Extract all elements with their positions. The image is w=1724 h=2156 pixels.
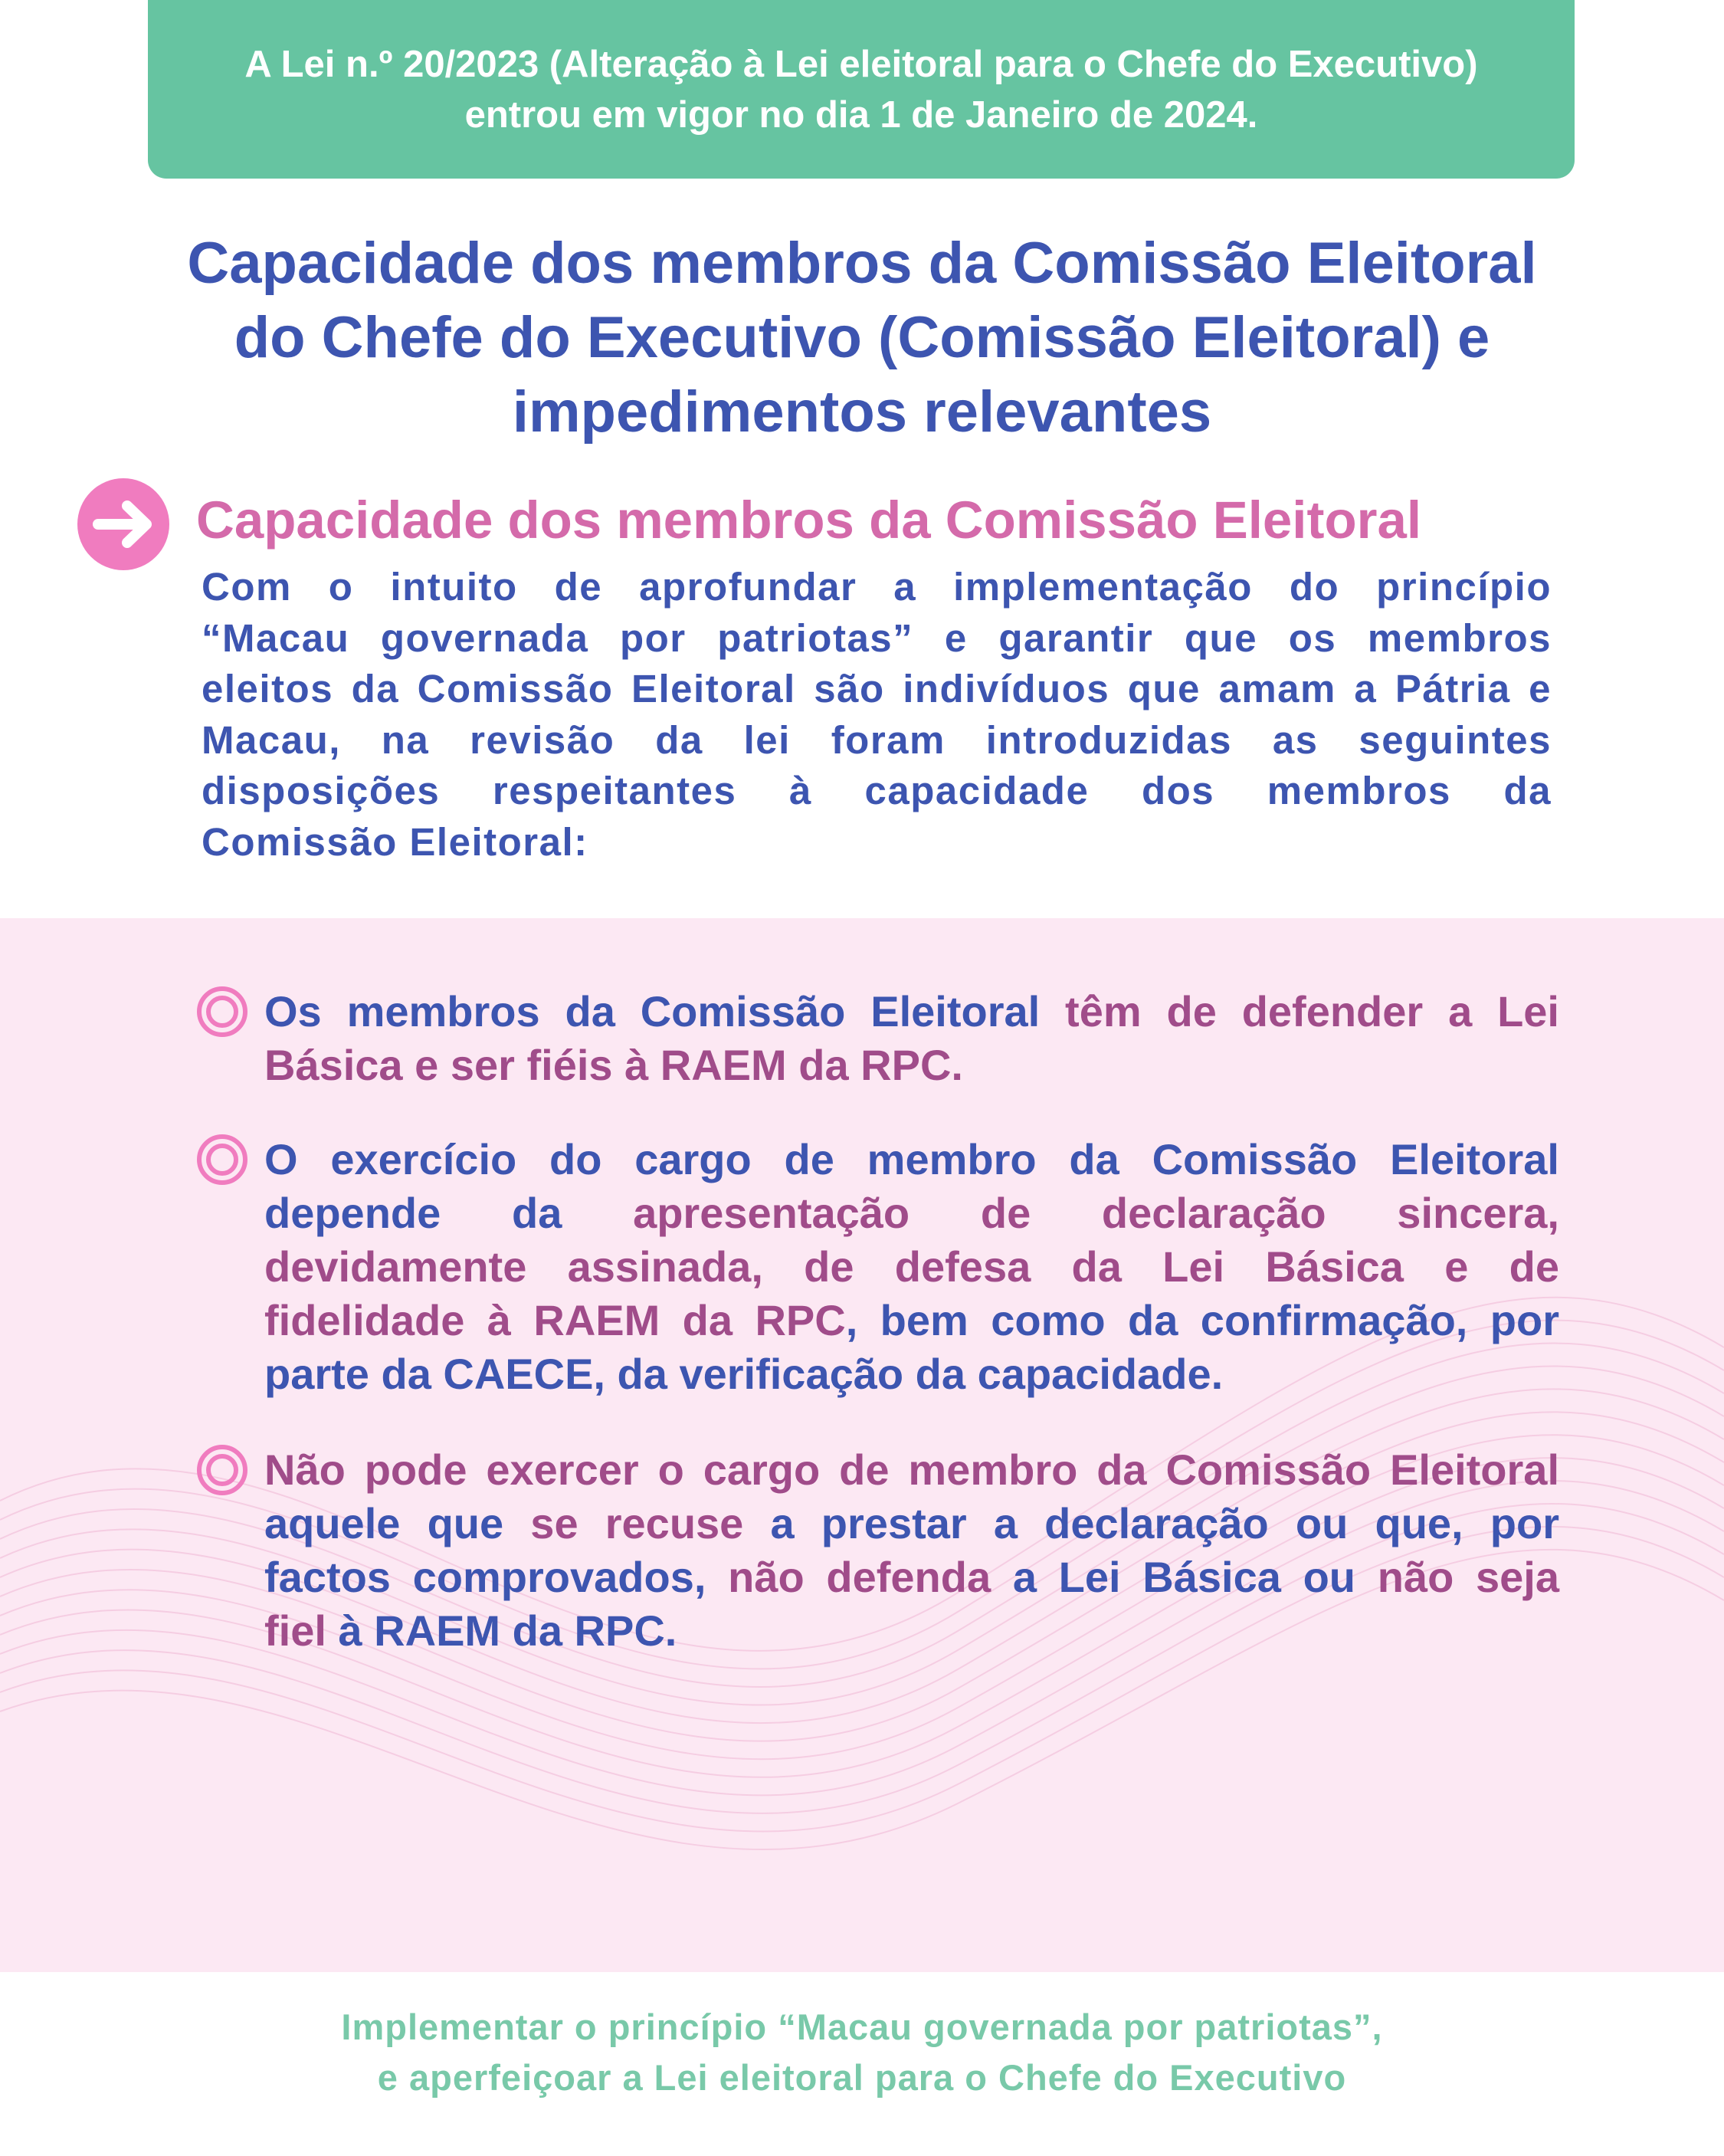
- provision-highlight: Não pode exercer o cargo de membro da Comissão Eleitoral: [264, 1446, 1559, 1494]
- double-circle-bullet-icon: [195, 1443, 249, 1497]
- provision-text-segment: aquele que: [264, 1499, 531, 1547]
- double-circle-bullet-icon: [195, 985, 249, 1039]
- provision-text-segment: factos comprovados,: [264, 1553, 729, 1601]
- provision-text-segment: Os membros da Comissão Eleitoral: [264, 987, 1066, 1035]
- provision-text: [264, 985, 1559, 1092]
- title-line-2: do Chefe do Executivo (Comissão Eleitoral) e: [234, 305, 1490, 370]
- banner-line-2: entrou em vigor no dia 1 de Janeiro de 2024.: [464, 94, 1258, 136]
- provisions-panel: [0, 918, 1724, 1972]
- intro-line: eleitos da Comissão Eleitoral são indivíduos que amam a Pátria e: [202, 667, 1552, 710]
- section-heading: Capacidade dos membros da Comissão Eleitoral: [196, 491, 1421, 550]
- double-circle-bullet-icon: [195, 1133, 249, 1186]
- provision-highlight: não defenda: [728, 1553, 991, 1601]
- law-notice-banner: [148, 0, 1575, 179]
- provision-text-segment: , bem como da confirmação, por: [845, 1296, 1559, 1344]
- section-header: [77, 477, 1647, 569]
- provision-text-segment: à RAEM da RPC.: [326, 1606, 677, 1655]
- footer-line-2: e aperfeiçoar a Lei eleitoral para o Chefe do Executivo: [377, 2057, 1347, 2098]
- arrow-right-circle-icon: [77, 477, 170, 571]
- provision-text: [264, 1133, 1559, 1401]
- provision-highlight: se recuse: [530, 1499, 744, 1547]
- provision-highlight: fidelidade à RAEM da RPC: [264, 1296, 846, 1344]
- title-line-1: Capacidade dos membros da Comissão Eleitoral: [187, 231, 1537, 296]
- provision-text-segment: depende da: [264, 1189, 634, 1237]
- provision-highlight: fiel: [264, 1606, 326, 1655]
- intro-line: “Macau governada por patriotas” e garantir que os membros: [202, 615, 1552, 660]
- intro-paragraph: [202, 562, 1552, 868]
- provision-highlight: têm de defender a Lei: [1065, 987, 1559, 1035]
- provision-highlight: devidamente assinada, de defesa da Lei Básica e de: [264, 1242, 1559, 1291]
- page-title: [115, 226, 1609, 449]
- provision-text-segment: O exercício do cargo de membro da Comissão Eleitoral: [264, 1135, 1559, 1183]
- footer-line-1: Implementar o princípio “Macau governada por patriotas”,: [341, 2007, 1383, 2047]
- intro-line: Com o intuito de aprofundar a implementação do princípio: [202, 565, 1552, 609]
- provision-text-segment: a prestar a declaração ou que, por: [743, 1499, 1559, 1547]
- intro-line: disposições respeitantes à capacidade dos membros da: [202, 769, 1552, 812]
- provision-highlight: Básica e ser fiéis à RAEM da RPC.: [264, 1041, 963, 1089]
- footer-slogan: [0, 2002, 1724, 2103]
- intro-line: Comissão Eleitoral:: [202, 819, 588, 864]
- provision-highlight: apresentação de declaração sincera,: [633, 1189, 1559, 1237]
- provision-text-segment: parte da CAECE, da verificação da capacidade.: [264, 1350, 1224, 1398]
- title-line-3: impedimentos relevantes: [512, 379, 1212, 445]
- provision-text-segment: a Lei Básica ou: [991, 1553, 1378, 1601]
- intro-line: Macau, na revisão da lei foram introduzidas as seguintes: [202, 717, 1552, 762]
- provision-text: [264, 1443, 1559, 1658]
- provision-highlight: não seja: [1377, 1553, 1559, 1601]
- banner-line-1: A Lei n.º 20/2023 (Alteração à Lei eleitoral para o Chefe do Executivo): [244, 43, 1478, 85]
